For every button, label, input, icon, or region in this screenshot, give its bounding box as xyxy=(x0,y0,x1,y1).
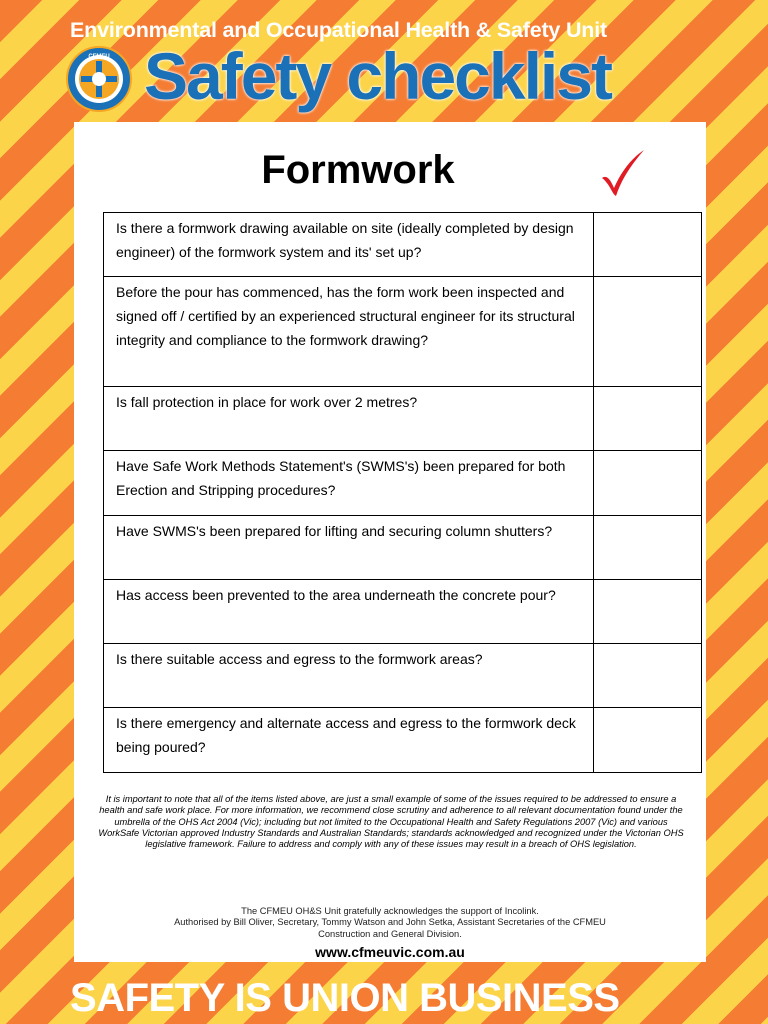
checklist-checkbox[interactable] xyxy=(594,213,702,277)
checklist-question: Have SWMS's been prepared for lifting and securing column shutters? xyxy=(104,516,594,580)
acknowledgement xyxy=(134,906,646,940)
acknowledgement-line: Construction and General Division. xyxy=(318,928,462,939)
table-row xyxy=(104,387,702,451)
table-row xyxy=(104,277,702,387)
checklist-checkbox[interactable] xyxy=(594,387,702,451)
checkmark-icon xyxy=(598,148,648,200)
checklist-question: Have Safe Work Methods Statement's (SWMS's) been prepared for both Erection and Stripping procedures? xyxy=(104,451,594,516)
table-row xyxy=(104,644,702,708)
main-title: Safety checklist xyxy=(144,39,611,113)
logo-text: CFMEU xyxy=(88,54,110,60)
table-row xyxy=(104,516,702,580)
checklist-question: Is there emergency and alternate access and egress to the formwork deck being poured? xyxy=(104,708,594,773)
table-row xyxy=(104,708,702,773)
checklist-panel xyxy=(74,122,706,962)
footer-slogan: SAFETY IS UNION BUSINESS xyxy=(70,976,620,1020)
checklist-checkbox[interactable] xyxy=(594,277,702,387)
checklist-question: Has access been prevented to the area underneath the concrete pour? xyxy=(104,580,594,644)
checklist-question: Is fall protection in place for work over 2 metres? xyxy=(104,387,594,451)
checklist-checkbox[interactable] xyxy=(594,708,702,773)
cfmeu-logo xyxy=(66,46,132,112)
checklist-checkbox[interactable] xyxy=(594,644,702,708)
checklist-checkbox[interactable] xyxy=(594,451,702,516)
disclaimer-text: It is important to note that all of the items listed above, are just a small example of some of the issues required to be addressed to ensure a health and safe work place. For more information, we recommend close scrutiny and adherence to all relevant documentation found under the umbrella of the OHS Act 2004 (Vic); including but not limited to the Occupational Health and Safety Regulations 2007 (Vic) and various WorkSafe Victorian approved Industry Standards and Australian Standards; standards acknowledged and recognized under the Victorian OHS legislative framework. Failure to address and comply with any of these issues may result in a breach of OHS legislation. xyxy=(98,794,684,850)
website-link[interactable]: www.cfmeuvic.com.au xyxy=(315,944,465,960)
unit-title: Environmental and Occupational Health & Safety Unit xyxy=(70,18,607,42)
checklist-table xyxy=(103,212,702,773)
checklist-checkbox[interactable] xyxy=(594,580,702,644)
checklist-question: Is there a formwork drawing available on site (ideally completed by design engineer) of the formwork system and its' set up? xyxy=(104,213,594,277)
checklist-checkbox[interactable] xyxy=(594,516,702,580)
table-row xyxy=(104,580,702,644)
page-title: Formwork xyxy=(261,148,455,192)
checklist-question: Is there suitable access and egress to the formwork areas? xyxy=(104,644,594,708)
acknowledgement-line: Authorised by Bill Oliver, Secretary, Tommy Watson and John Setka, Assistant Secretaries of the CFMEU xyxy=(174,917,606,928)
table-row xyxy=(104,451,702,516)
acknowledgement-line: The CFMEU OH&S Unit gratefully acknowledges the support of Incolink. xyxy=(241,906,539,916)
checklist-question: Before the pour has commenced, has the form work been inspected and signed off / certified by an experienced structural engineer for its structural integrity and compliance to the formwork drawing? xyxy=(104,277,594,387)
table-row xyxy=(104,213,702,277)
